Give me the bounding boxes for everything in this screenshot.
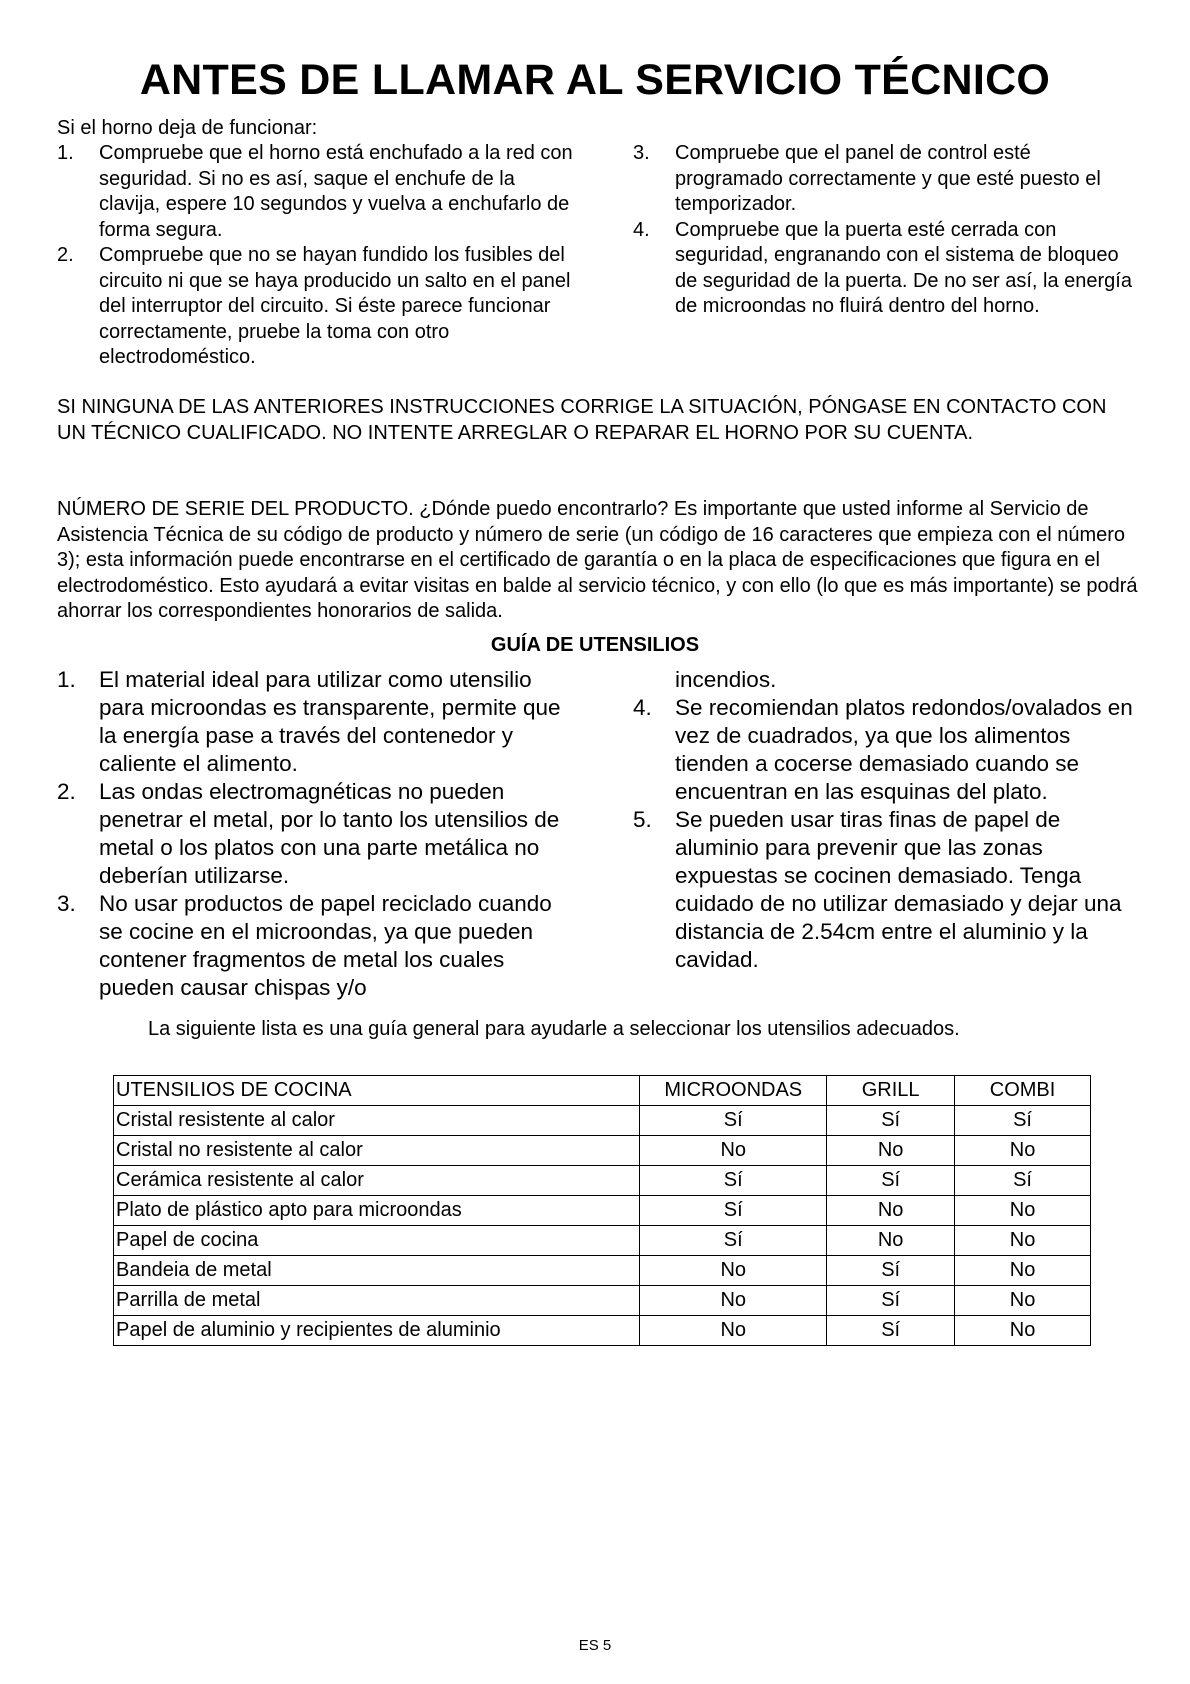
check-number: 2. <box>57 244 74 266</box>
compatibility-cell: Sí <box>827 1256 955 1286</box>
utensil-name-cell: Parrilla de metal <box>114 1286 640 1316</box>
utensil-name-cell: Bandeia de metal <box>114 1256 640 1286</box>
compatibility-cell: No <box>827 1136 955 1166</box>
compatibility-cell: No <box>640 1256 827 1286</box>
compatibility-cell: No <box>640 1316 827 1346</box>
guide-text: No usar productos de papel reciclado cuando se cocine en el microondas, ya que pueden contener fragmentos de metal los cuales pueden causar chispas y/o <box>99 891 552 1000</box>
guide-left-column <box>57 666 577 1002</box>
compatibility-cell: No <box>640 1136 827 1166</box>
check-number: 4. <box>633 218 650 241</box>
guide-number: 5. <box>633 807 652 832</box>
utensil-name-cell: Cristal resistente al calor <box>114 1106 640 1136</box>
compatibility-cell: Sí <box>827 1166 955 1196</box>
intro-text: Si el horno deja de funcionar: <box>57 117 318 139</box>
guide-continuation: incendios. <box>675 667 777 692</box>
compatibility-cell: Sí <box>827 1316 955 1346</box>
serial-number-paragraph: NÚMERO DE SERIE DEL PRODUCTO. ¿Dónde puedo encontrarlo? Es importante que usted informe al Servicio de Asistencia Técnica de su código de producto y número de serie (un código de 16 caracteres que empieza con el número 3); esta información puede encontrarse en el certificado de garantía o en la placa de especificaciones que figura en el electrodoméstico. Esto ayudará a evitar visitas en balde al servicio técnico, y con ello (lo que es más importante) se podrá ahorrar los correspondientes honorarios de salida. <box>57 498 1138 622</box>
guide-item-3 <box>57 890 577 1002</box>
guide-number: 2. <box>57 779 76 804</box>
check-number: 1. <box>57 142 74 164</box>
guide-item-1 <box>57 666 577 778</box>
guide-number: 3. <box>57 891 76 916</box>
table-header-cell: COMBI <box>955 1076 1091 1106</box>
compatibility-cell: No <box>827 1196 955 1226</box>
table-header-cell: GRILL <box>827 1076 955 1106</box>
check-item-3 <box>633 141 1133 218</box>
compatibility-cell: Sí <box>827 1286 955 1316</box>
guide-number: 4. <box>633 695 652 720</box>
check-item-4 <box>633 218 1133 320</box>
table-row <box>114 1256 1091 1286</box>
page-title: ANTES DE LLAMAR AL SERVICIO TÉCNICO <box>139 56 1051 104</box>
table-header-cell: MICROONDAS <box>640 1076 827 1106</box>
compatibility-cell: Sí <box>955 1166 1091 1196</box>
guide-right-column <box>633 666 1148 974</box>
check-text: Compruebe que el horno está enchufado a la red con seguridad. Si no es así, saque el enchufe de la clavija, espere 10 segundos y vuelva a enchufarlo de forma segura. <box>99 142 573 241</box>
table-row <box>114 1196 1091 1226</box>
table-row <box>114 1166 1091 1196</box>
compatibility-cell: No <box>827 1226 955 1256</box>
checks-right-column <box>633 141 1133 320</box>
guide-text: Se pueden usar tiras finas de papel de aluminio para prevenir que las zonas expuestas se cocinen demasiado. Tenga cuidado de no utilizar demasiado y dejar una distancia de 2.54cm entre el aluminio y la cavidad. <box>675 807 1122 972</box>
page-number: ES 5 <box>578 1637 612 1654</box>
table-row <box>114 1106 1091 1136</box>
table-header-row <box>114 1076 1091 1106</box>
compatibility-cell: No <box>955 1226 1091 1256</box>
table-row <box>114 1286 1091 1316</box>
guide-number: 1. <box>57 667 76 692</box>
utensil-name-cell: Papel de aluminio y recipientes de aluminio <box>114 1316 640 1346</box>
warning-paragraph: SI NINGUNA DE LAS ANTERIORES INSTRUCCIONES CORRIGE LA SITUACIÓN, PÓNGASE EN CONTACTO CON UN TÉCNICO CUALIFICADO. NO INTENTE ARREGLAR O REPARAR EL HORNO POR SU CUENTA. <box>57 396 1107 444</box>
compatibility-cell: Sí <box>827 1106 955 1136</box>
guide-text: Las ondas electromagnéticas no pueden penetrar el metal, por lo tanto los utensilios de metal o los platos con una parte metálica no deberían utilizarse. <box>99 779 560 888</box>
compatibility-cell: Sí <box>640 1106 827 1136</box>
table-row <box>114 1136 1091 1166</box>
compatibility-cell: No <box>955 1256 1091 1286</box>
check-number: 3. <box>633 142 650 164</box>
check-item-2 <box>57 243 577 371</box>
compatibility-cell: Sí <box>640 1226 827 1256</box>
compatibility-cell: No <box>955 1136 1091 1166</box>
compatibility-cell: No <box>640 1286 827 1316</box>
table-header-cell: UTENSILIOS DE COCINA <box>114 1076 640 1106</box>
guide-title: GUÍA DE UTENSILIOS <box>490 634 700 656</box>
table-intro: La siguiente lista es una guía general para ayudarle a seleccionar los utensilios adecuados. <box>148 1018 960 1040</box>
compatibility-cell: Sí <box>955 1106 1091 1136</box>
check-text: Compruebe que el panel de control esté programado correctamente y que esté puesto el temporizador. <box>675 142 1101 215</box>
table-row <box>114 1226 1091 1256</box>
checks-left-column <box>57 141 577 371</box>
table-row <box>114 1316 1091 1346</box>
compatibility-cell: No <box>955 1196 1091 1226</box>
guide-text: Se recomiendan platos redondos/ovalados en vez de cuadrados, ya que los alimentos tienden a cocerse demasiado cuando se encuentran en las esquinas del plato. <box>675 695 1133 804</box>
utensil-name-cell: Plato de plástico apto para microondas <box>114 1196 640 1226</box>
compatibility-cell: No <box>955 1286 1091 1316</box>
guide-item-5 <box>633 806 1148 974</box>
check-item-1 <box>57 141 577 243</box>
utensil-name-cell: Cerámica resistente al calor <box>114 1166 640 1196</box>
check-text: Compruebe que no se hayan fundido los fusibles del circuito ni que se haya producido un salto en el panel del interruptor del circuito. Si éste parece funcionar correctamente, pruebe la toma con otro electrodoméstico. <box>99 244 571 368</box>
guide-item-2 <box>57 778 577 890</box>
utensil-name-cell: Papel de cocina <box>114 1226 640 1256</box>
compatibility-cell: Sí <box>640 1196 827 1226</box>
guide-item-4 <box>633 694 1148 806</box>
compatibility-cell: Sí <box>640 1166 827 1196</box>
check-text: Compruebe que la puerta esté cerrada con seguridad, engranando con el sistema de bloqueo de seguridad de la puerta. De no ser así, la energía de microondas no fluirá dentro del horno. <box>675 218 1132 317</box>
utensils-table <box>113 1075 1091 1346</box>
compatibility-cell: No <box>955 1316 1091 1346</box>
utensil-name-cell: Cristal no resistente al calor <box>114 1136 640 1166</box>
guide-text: El material ideal para utilizar como utensilio para microondas es transparente, permite que la energía pase a través del contenedor y caliente el alimento. <box>99 667 561 776</box>
